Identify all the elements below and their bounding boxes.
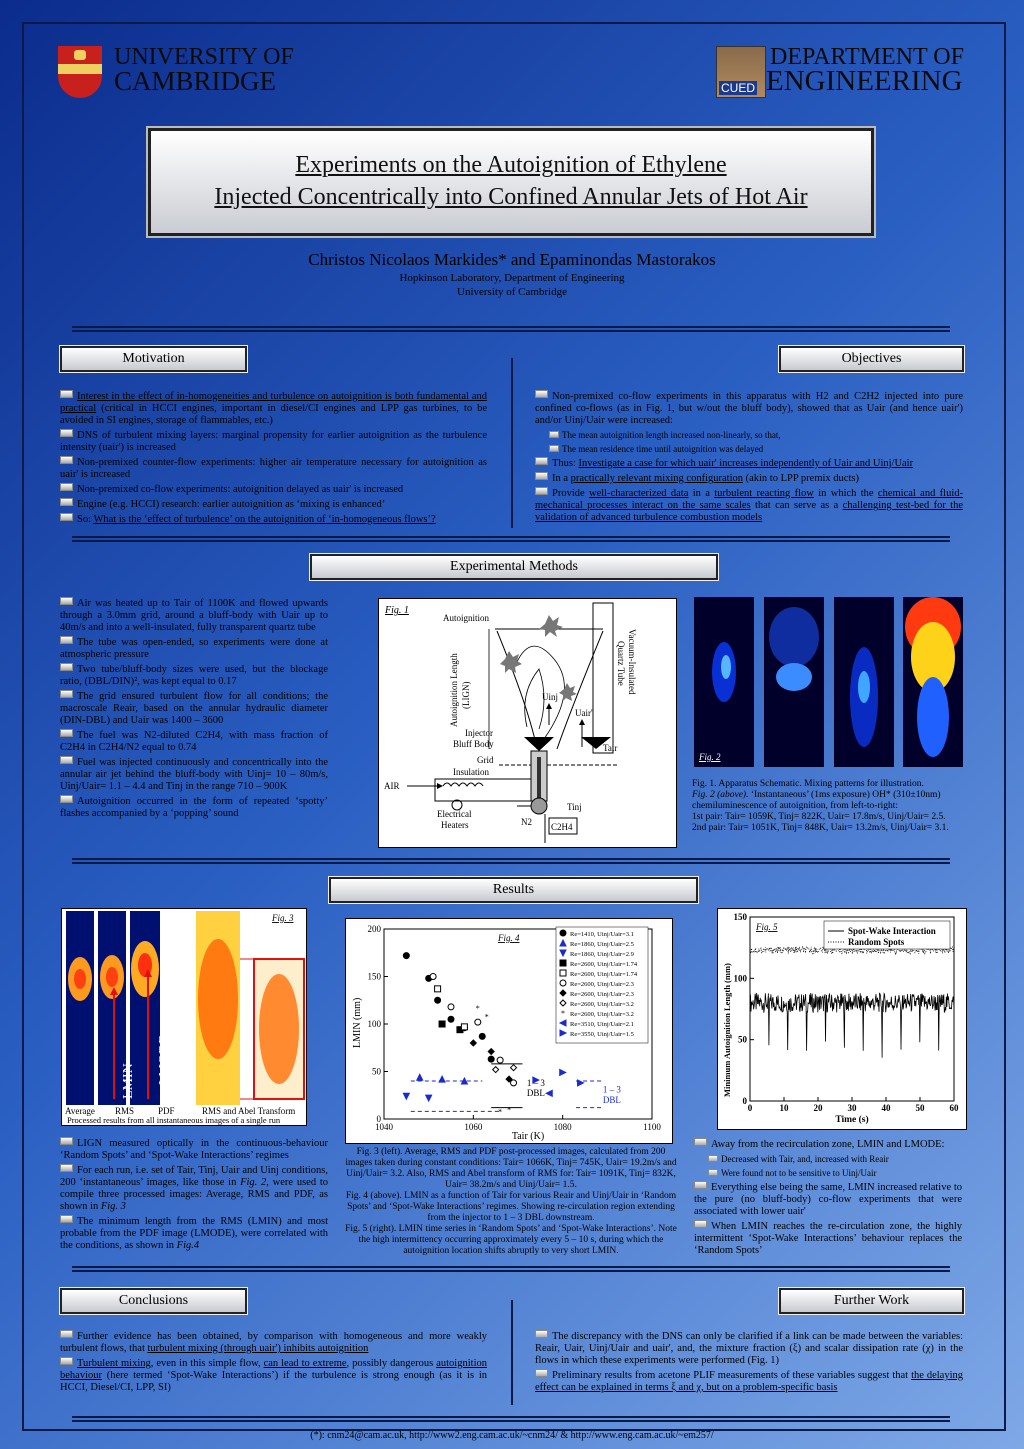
cambridge-logo-line1: UNIVERSITY OF <box>114 44 294 70</box>
fig5-xtick-label: 0 <box>747 1103 753 1113</box>
fig4-ytick-label: 100 <box>367 1019 381 1029</box>
fig3-label-abel: RMS and Abel Transform <box>202 1106 296 1116</box>
section-conclusions: Conclusions <box>60 1288 247 1314</box>
fig4-legend-label: Re=2600, Uinj/Uair=2.3 <box>570 991 634 998</box>
fig4-legend-label: Re=2600, Uinj/Uair=1.74 <box>570 971 638 978</box>
fig5-xlabel: Time (s) <box>835 1115 869 1125</box>
fig3-label-average: Average <box>65 1106 95 1116</box>
title-line1: Experiments on the Autoignition of Ethylene <box>295 152 727 178</box>
fig4-point <box>493 1067 499 1073</box>
fig4-ytick-label: 200 <box>367 924 381 934</box>
fig4-point <box>435 997 441 1003</box>
fig4-title: Fig. 4 <box>498 933 520 943</box>
affiliation-2: University of Cambridge <box>457 286 567 298</box>
fig4-point: * <box>498 1107 503 1117</box>
fig1-spot <box>500 651 522 673</box>
fig1-apparatus-schematic <box>378 598 677 848</box>
fig5-title: Fig. 5 <box>756 922 778 932</box>
fig4-xtick-label: 1040 <box>375 1122 393 1132</box>
fig4-point <box>439 1021 445 1027</box>
footer-contact: (*): cnm24@cam.ac.uk, http://www2.eng.cam.ac.uk/~cnm24/ & http://www.eng.cam.ac.uk/~em257/ <box>310 1430 714 1441</box>
fig1-autoignition: Autoignition <box>443 613 490 623</box>
results-left-text: LIGN measured optically in the continuous-behaviour ‘Random Spots’ and ‘Spot-Wake Interactions’ regimes For each run, i.e. set of Tair, Tinj, Uair and Uinj conditions, 200 ‘instantaneous’ images, like those in Fig. 2, were used to compile three processed images: Average, RMS and PDF, as shown in Fig. 3 The minimum length from the RMS (LMIN) and most probable from the PDF image (LMODE), were correlated with the conditions, as shown in Fig.4 <box>60 1138 328 1251</box>
fig4-point: * <box>484 1012 489 1022</box>
section-motivation: Motivation <box>60 346 247 372</box>
fig1-injector: Injector <box>465 728 493 738</box>
fig4-point <box>475 1019 481 1025</box>
fig1-spot <box>559 683 577 701</box>
fig5-ytick-label: 150 <box>733 912 747 922</box>
further-work-text: The discrepancy with the DNS can only be clarified if a link can be made between the variables: Reair, Uair, Uinj/Uair and uair', and, the mixture fraction (ξ) and scalar dissipation rate (χ) in the flows in which these experiments were performed (Fig. 1) Preliminary results from acetone PLIF measurements of these variables suggest that the delaying effect can be explained in terms ξ and χ, but on a problem-specific basis <box>535 1331 963 1393</box>
fig4-annot-1: 1 – 3 <box>526 1077 545 1088</box>
fig5-xtick-label: 60 <box>949 1103 959 1113</box>
fig3-label-rms: RMS <box>115 1106 135 1116</box>
affiliation-1: Hopkinson Laboratory, Department of Engineering <box>399 272 625 284</box>
cued-building-icon <box>716 46 766 98</box>
fig4-annot-2: DBL <box>526 1088 545 1099</box>
fig1-c2h4: C2H4 <box>551 822 573 832</box>
fig4-point <box>426 1095 432 1101</box>
fig4-legend-marker <box>560 980 566 986</box>
fig4-point <box>470 1040 476 1046</box>
section-methods: Experimental Methods <box>310 554 718 580</box>
methods-text: Air was heated up to Tair of 1100K and flowed upwards through a 3.0mm grid, around a bluff-body with Uair up to 40m/s and into a well-insulated, fully transparent quartz tube The tube was open-ended, so experiments were done at atmospheric pressure Two tube/bluff-body sizes were used, but the blockage ratio, (DBL/DIN)², was kept equal to 0.17 The grid ensured turbulent flow for all conditions; the macroscale Reair, based on the annular hydraulic diameter (DIN-DBL) and Uair was 1400 – 3600 The fuel was N2-diluted C2H4, with mass fraction of C2H4 in C2H4/N2 equal to 0.74 Fuel was injected continuously and concentrically into the annular air jet behind the bluff-body with Uinj= 10 – 80m/s, Uinj/Uair= 1.1 – 4.4 and Tinj in the range 710 – 900K Autoignition occurred in the form of repeated ‘spotty’ flashes accompanied by a ‘popping’ sound <box>60 598 328 819</box>
fig5-legend-label: Spot-Wake Interaction <box>848 926 936 936</box>
fig3-label-pdf: PDF <box>158 1106 175 1116</box>
fig1-lign: (LIGN) <box>461 681 471 709</box>
column-divider <box>511 358 513 528</box>
fig4-legend-label: Re=3550, Uinj/Uair=1.5 <box>570 1031 634 1038</box>
fig5-chart <box>717 908 967 1130</box>
fig1-svg <box>379 599 676 847</box>
fig4-legend-marker <box>560 970 566 976</box>
fig5-xtick-label: 50 <box>915 1103 925 1113</box>
fig5-xtick-label: 20 <box>813 1103 823 1113</box>
fig4-legend-label: Re=2600, Uinj/Uair=1.74 <box>570 961 638 968</box>
fig4-point <box>497 1057 503 1063</box>
fig4-legend-label: Re=2600, Uinj/Uair=3.2 <box>570 1011 634 1018</box>
fig4-legend-label: Re=1860, Uinj/Uair=2.9 <box>570 951 634 958</box>
fig4-point <box>488 1049 494 1055</box>
fig4-point <box>511 1080 517 1086</box>
fig5-legend-label: Random Spots <box>848 937 905 947</box>
fig2-image-3 <box>834 597 894 767</box>
fig2-image-2 <box>764 597 824 767</box>
fig4-legend-marker <box>560 960 566 966</box>
fig5-svg <box>718 909 966 1129</box>
fig4-ylabel: LMIN (mm) <box>352 997 363 1048</box>
engineering-logo-line1: DEPARTMENT OF <box>770 44 964 70</box>
section-further-work: Further Work <box>779 1288 964 1314</box>
fig4-point: * <box>475 1003 480 1013</box>
fig4-legend-label: Re=1860, Uinj/Uair=2.5 <box>570 941 634 948</box>
fig4-point <box>546 1090 552 1096</box>
fig4-point <box>430 974 436 980</box>
fig4-point: * <box>507 1105 512 1115</box>
fig4-chart <box>345 918 673 1144</box>
conclusions-text: Further evidence has been obtained, by comparison with homogeneous and more weakly turbulent flows, that turbulent mixing (through uair') inhibits autoignition Turbulent mixing, even in this simple flow, can lead to extreme, possibly dangerous autoignition behaviour (here termed ‘Spot-Wake Interactions’) if the turbulence is strong enough (as it is in HCCI, Diesel/CI, LPP, SI) <box>60 1331 487 1393</box>
fig3-svg <box>62 909 306 1125</box>
cambridge-shield-icon <box>58 46 102 98</box>
objectives-text: Non-premixed co-flow experiments in this apparatus with H2 and C2H2 injected into pure confined co-flows (as in Fig. 1, but w/out the bluff body), showed that as Uair (and hence uair') and/or Uinj/Uair were increased: The mean autoignition length increased non-linearly, so that, The mean residence time until autoignition was delayed Thus: Investigate a case for which uair' increases independently of Uair and Uinj/Uair In a practically relevant mixing configuration (akin to LPP premix ducts) Provide well-characterized data in a turbulent reacting flow in which the chemical and fluid-mechanical processes interact on the same scales that can serve as a challenging test-bed for the validation of advanced turbulence combustion models <box>535 391 963 523</box>
fig4-point <box>448 1016 454 1022</box>
section-objectives: Objectives <box>779 346 964 372</box>
results-right-text: Away from the recirculation zone, LMIN and LMODE: Decreased with Tair, and, increased with Reair Were found not to be sensitive to Uinj/Uair Everything else being the same, LMIN increased relative to the pure (no bluff-body) co-flow experiments that were associated with lower uair' When LMIN reaches the re-circulation zone, the highly intermittent ‘Spot-Wake Interactions’ behaviour replaces the ‘Random Spots’ <box>694 1139 962 1256</box>
fig4-legend-label: Re=1410, Uinj/Uair=3.1 <box>570 931 634 938</box>
fig4-point <box>403 953 409 959</box>
fig4-svg <box>346 919 672 1143</box>
fig4-point <box>461 1024 467 1030</box>
fig4-point <box>560 1069 566 1075</box>
fig5-ytick-label: 0 <box>742 1096 747 1106</box>
fig1-tair: Tair <box>603 743 618 753</box>
fig1-uinj: Uinj <box>542 692 559 702</box>
fig4-annot-4: DBL <box>602 1094 621 1105</box>
authors: Christos Nicolaos Markides* and Epaminondas Mastorakos <box>308 250 716 269</box>
fig5-ylabel: Minimum Autoignition Length (mm) <box>722 963 732 1097</box>
fig4-point <box>435 986 441 992</box>
divider <box>72 1416 950 1422</box>
fig4-xtick-label: 1060 <box>464 1122 483 1132</box>
fig1-ign-length: Autoignition Length <box>449 653 459 727</box>
fig2-label: Fig. 2 <box>699 752 721 762</box>
fig1-air: AIR <box>384 781 400 791</box>
divider <box>72 1266 950 1272</box>
cued-label: CUED <box>721 81 756 95</box>
fig4-xlabel: Tair (K) <box>511 1131 545 1142</box>
fig1-quartz1: Vacuum-Insulated <box>627 629 637 695</box>
divider <box>72 326 950 332</box>
fig5-ytick-label: 50 <box>738 1034 747 1045</box>
fig4-legend-marker: * <box>561 1009 565 1018</box>
fig1-grid: Grid <box>477 755 494 765</box>
fig1-bluff: Bluff Body <box>453 739 494 749</box>
fig4-ytick-label: 50 <box>372 1066 381 1077</box>
fig4-ytick-label: 150 <box>367 971 381 982</box>
fig3-footer: Processed results from all instantaneous images of a single run <box>67 1115 281 1125</box>
fig4-point <box>448 1004 454 1010</box>
fig4-xtick-label: 1080 <box>553 1122 572 1132</box>
fig2-image-1 <box>694 597 754 767</box>
fig4-point <box>488 1056 494 1062</box>
fig1-spot <box>539 615 563 637</box>
title-line2: Injected Concentrically into Confined Annular Jets of Hot Air <box>214 184 808 210</box>
fig1-heaters2: Heaters <box>441 820 469 830</box>
fig4-annot-3: 1 – 3 <box>602 1084 621 1095</box>
fig1-heaters1: Electrical <box>437 809 472 819</box>
fig4-legend-label: Re=2600, Uinj/Uair=3.2 <box>570 1001 634 1008</box>
fig3-lmin: LMIN <box>121 1063 136 1099</box>
fig4-point <box>403 1093 409 1099</box>
fig5-series-line <box>750 993 954 1058</box>
fig1-tinj: Tinj <box>567 802 582 812</box>
motivation-text: Interest in the effect of in-homogeneities and turbulence on autoignition is both fundamental and practical (critical in HCCI engines, important in diesel/CI engines and LPP gas turbines, to be avoided in SI engines, storage of flammables, etc.) DNS of turbulent mixing layers: marginal propensity for earlier autoignition as the turbulence intensity (uair') is increased Non-premixed counter-flow experiments: higher air temperature necessary for autoignition as uair' is increased Non-premixed co-flow experiments: autoignition delayed as uair' is increased Engine (e.g. HCCI) research: earlier autoignition as ‘mixing is enhanced’ So: What is the ‘effect of turbulence’ on the autoignition of ‘in-homogeneous flows’? <box>60 391 487 525</box>
column-divider <box>511 1300 513 1405</box>
fig4-point <box>479 1033 485 1039</box>
fig2-caption: Fig. 1. Apparatus Schematic. Mixing patterns for illustration. Fig. 2 (above). ‘Instantaneous’ (1ms exposure) OH* (310±10nm) chemiluminescence of autoignition, from left-to-right: 1st pair: Tair= 1059K, Tinj= 822K, Uair= 17.8m/s, Uinj/Uair= 2.5. 2nd pair: Tair= 1051K, Tinj= 848K, Uair= 13.2m/s, Uinj/Uair= 3.1. <box>692 779 949 833</box>
fig3-label: Fig. 3 <box>272 913 294 923</box>
divider <box>72 536 950 542</box>
fig5-xtick-label: 40 <box>881 1103 891 1113</box>
fig1-label: Fig. 1 <box>385 605 409 616</box>
fig4-point <box>511 1065 517 1071</box>
fig4-xtick-label: 1100 <box>643 1122 661 1132</box>
fig4-legend-marker <box>560 930 566 936</box>
fig1-insulation: Insulation <box>453 767 489 777</box>
fig4-legend-label: Re=3510, Uinj/Uair=2.1 <box>570 1021 634 1028</box>
fig1-n2: N2 <box>521 817 532 827</box>
fig3-processed-images <box>61 908 307 1126</box>
divider <box>72 858 950 864</box>
title-box <box>148 128 874 236</box>
fig5-xtick-label: 10 <box>779 1103 789 1113</box>
results-captions: Fig. 3 (left). Average, RMS and PDF post-processed images, calculated from 200 images taken during constant conditions: Tair= 1066K, Tinj= 745K, Uair= 19.2m/s and Uinj/Uair= 3.2. Also, RMS and Abel transform of RMS for: Tair= 1091K, Tinj= 832K, Uair= 38.2m/s and Uinj/Uair= 1.5. Fig. 4 (above). LMIN as a function of Tair for various Reair and Uinj/Uair in ‘Random Spots’ and ‘Spot-Wake Interactions’ regimes. Showing re-circulation region extending from the injector to 1 – 3 DBL downstream. Fig. 5 (right). LMIN time series in ‘Random Spots’ and ‘Spot-Wake Interactions’. Note the high intermittency occurring approximately every 5 – 10 s, during which the autoignition location shifts abruptly to very short LMIN. <box>345 1147 677 1256</box>
fig5-xtick-label: 30 <box>847 1103 857 1113</box>
fig4-ytick-label: 0 <box>376 1114 381 1124</box>
fig1-quartz2: Quartz Tube <box>616 641 626 686</box>
fig1-uair: Uair' <box>575 708 593 718</box>
fig2-image-4 <box>903 597 963 767</box>
cambridge-logo-line2: CAMBRIDGE <box>114 66 277 96</box>
fig5-ytick-label: 100 <box>733 973 747 984</box>
fig4-legend-label: Re=2600, Uinj/Uair=2.3 <box>570 981 634 988</box>
fig3-lmode: LMODE <box>157 1035 172 1085</box>
fig4-point <box>417 1074 423 1080</box>
engineering-logo-line2: ENGINEERING <box>766 65 963 97</box>
section-results: Results <box>329 877 698 903</box>
